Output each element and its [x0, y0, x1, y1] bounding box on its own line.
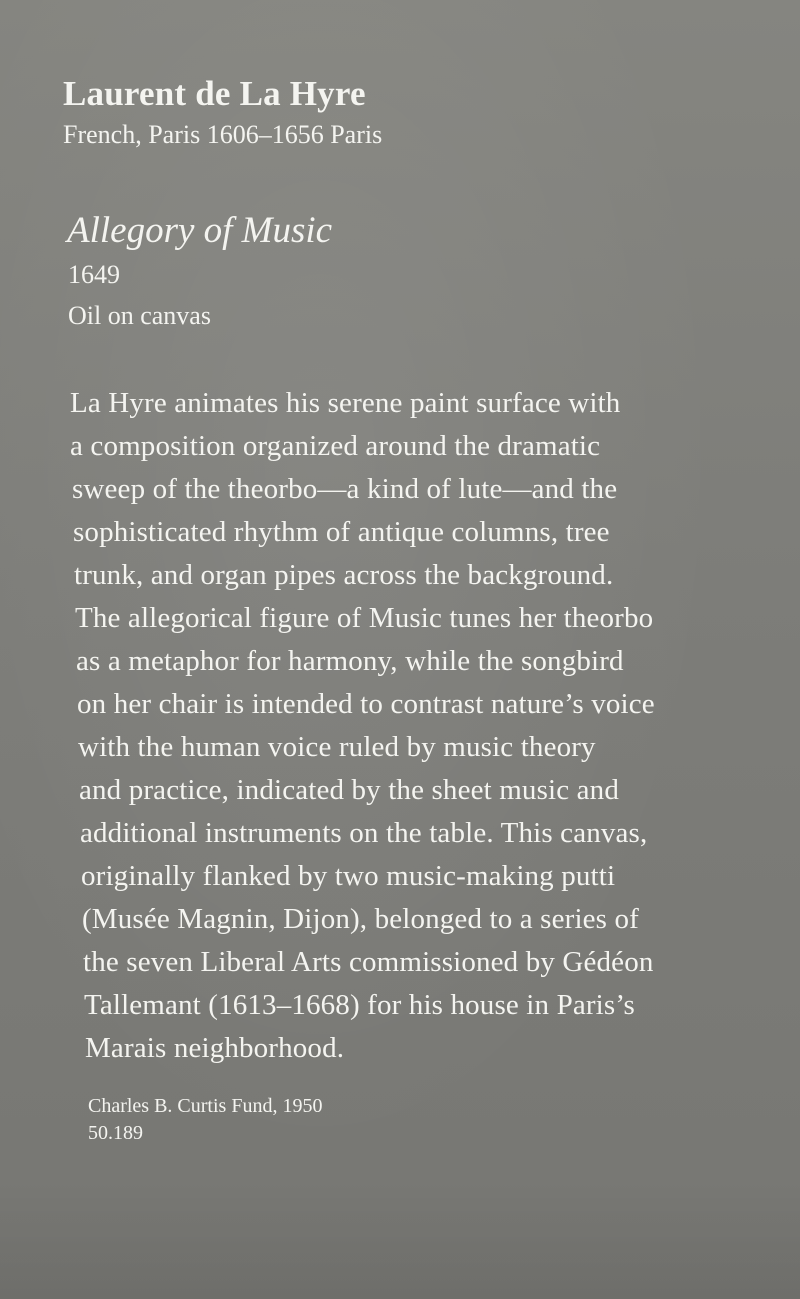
accession-number: 50.189 [88, 1122, 143, 1144]
description-line: the seven Liberal Arts commissioned by Gédéon [83, 946, 654, 978]
description-line: originally flanked by two music-making putti [81, 860, 616, 892]
credit-line: Charles B. Curtis Fund, 1950 [88, 1095, 323, 1117]
artist-nationality-dates: French, Paris 1606–1656 Paris [63, 120, 383, 149]
description-line: La Hyre animates his serene paint surface with [70, 387, 621, 419]
description-line: sweep of the theorbo—a kind of lute—and the [72, 473, 618, 505]
lighting-shade [0, 1179, 800, 1299]
description-line: a composition organized around the dramatic [70, 430, 601, 462]
artwork-date: 1649 [68, 260, 120, 289]
description-line: The allegorical figure of Music tunes her theorbo [75, 602, 654, 634]
artwork-title: Allegory of Music [67, 210, 333, 251]
artwork-medium: Oil on canvas [68, 301, 211, 330]
description-line: Marais neighborhood. [85, 1032, 345, 1064]
artist-name: Laurent de La Hyre [63, 74, 366, 113]
description-line: Tallemant (1613–1668) for his house in Paris’s [84, 989, 635, 1021]
description-line: with the human voice ruled by music theory [78, 731, 596, 763]
description-line: and practice, indicated by the sheet music and [79, 774, 619, 806]
description-line: as a metaphor for harmony, while the songbird [76, 645, 624, 677]
description-line: trunk, and organ pipes across the background. [74, 559, 614, 591]
description-line: additional instruments on the table. This canvas, [80, 817, 648, 849]
description-line: on her chair is intended to contrast nature’s voice [77, 688, 655, 720]
description-line: (Musée Magnin, Dijon), belonged to a series of [82, 903, 639, 935]
description-line: sophisticated rhythm of antique columns, tree [73, 516, 610, 548]
